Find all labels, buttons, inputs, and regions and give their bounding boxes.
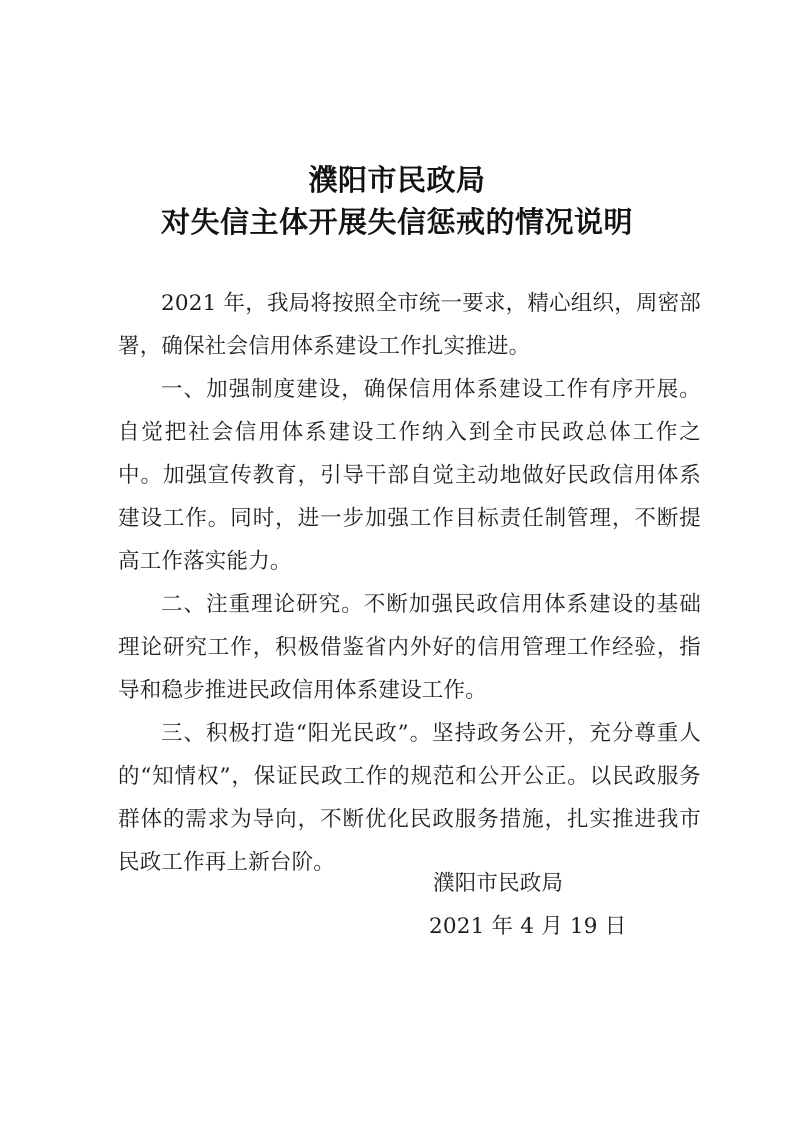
body-paragraph-1: 2021 年，我局将按照全市统一要求，精心组织，周密部署，确保社会信用体系建设工作扎实推进。 — [118, 291, 701, 359]
title-line-1: 濮阳市民政局 — [308, 165, 486, 197]
signature-block — [118, 862, 701, 948]
document-title — [97, 160, 697, 244]
signature-date: 2021 年 4 月 19 日 — [429, 914, 627, 939]
body-paragraph-3: 二、注重理论研究。不断加强民政信用体系建设的基础理论研究工作，积极借鉴省内外好的信用管理工作经验，指导和稳步推进民政信用体系建设工作。 — [118, 592, 701, 703]
body-paragraph-4: 三、积极打造“阳光民政”。坚持政务公开，充分尊重人的“知情权”，保证民政工作的规范和公开公正。以民政服务群体的需求为导向，不断优化民政服务措施，扎实推进我市民政工作再上新台阶。 — [118, 721, 701, 875]
signature-organization: 濮阳市民政局 — [433, 871, 564, 896]
body-paragraph-2: 一、加强制度建设，确保信用体系建设工作有序开展。自觉把社会信用体系建设工作纳入到全市民政总体工作之中。加强宣传教育，引导干部自觉主动地做好民政信用体系建设工作。同时，进一步加强工作目标责任制管理，不断提高工作落实能力。 — [118, 377, 701, 574]
document-body — [118, 282, 701, 884]
title-line-2: 对失信主体开展失信惩戒的情况说明 — [160, 207, 633, 239]
